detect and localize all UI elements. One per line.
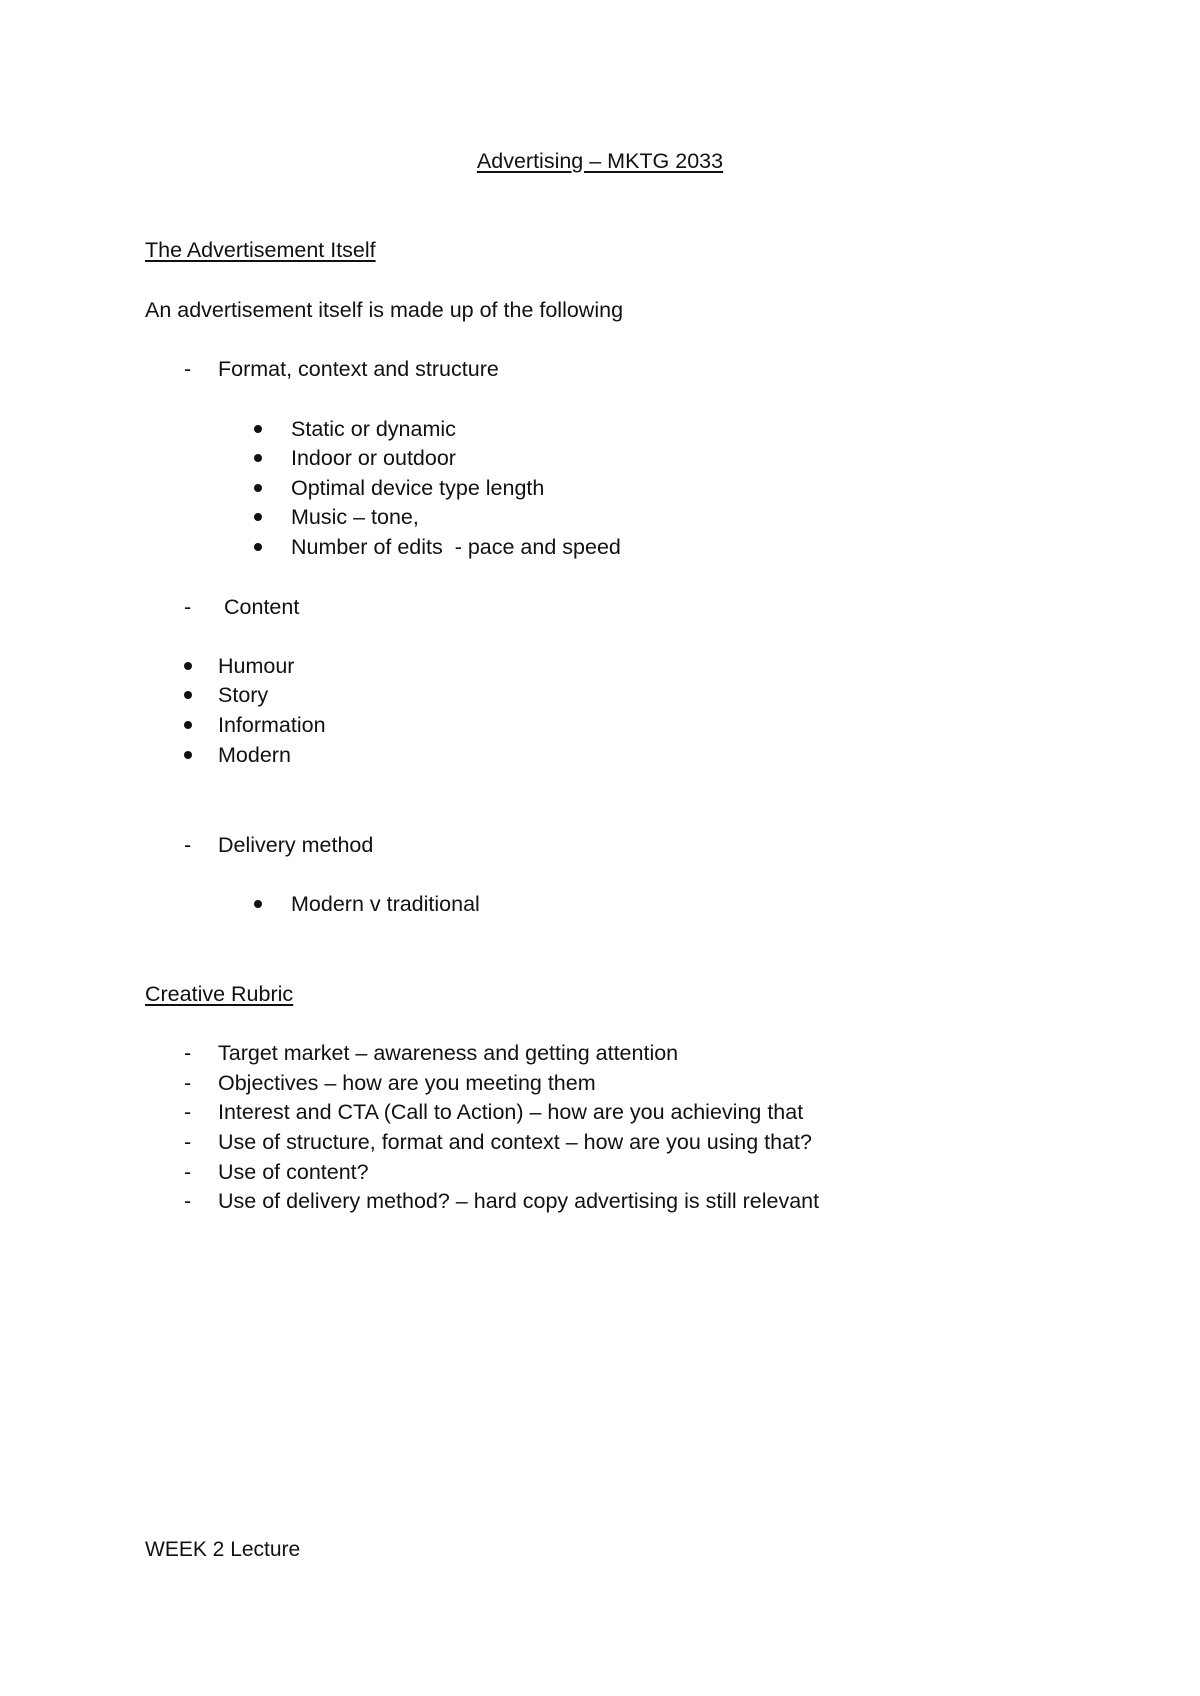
intro-text: An advertisement itself is made up of the following bbox=[145, 298, 624, 322]
bullet-icon bbox=[254, 484, 262, 492]
document-title: Advertising – MKTG 2033 bbox=[476, 149, 724, 173]
bullet-icon bbox=[254, 543, 262, 551]
list-item: Use of content? bbox=[218, 1160, 369, 1184]
list-item: Target market – awareness and getting attention bbox=[218, 1041, 679, 1065]
list-item: Humour bbox=[218, 654, 295, 678]
bullet-icon bbox=[184, 662, 192, 670]
list-item: Static or dynamic bbox=[291, 417, 456, 441]
dash-marker: - bbox=[184, 1100, 192, 1124]
bullet-icon bbox=[254, 900, 262, 908]
list-item: Story bbox=[218, 683, 269, 707]
list-item: Optimal device type length bbox=[291, 476, 545, 500]
dash-marker: - bbox=[184, 1160, 192, 1184]
page-footer: WEEK 2 Lecture bbox=[145, 1538, 301, 1561]
list-item: Indoor or outdoor bbox=[291, 446, 456, 470]
dash-marker: - bbox=[184, 833, 192, 857]
dash-marker: - bbox=[184, 357, 192, 381]
bullet-icon bbox=[184, 751, 192, 759]
dash-marker: - bbox=[184, 1189, 192, 1213]
list-item: Objectives – how are you meeting them bbox=[218, 1071, 596, 1095]
dash-marker: - bbox=[184, 1130, 192, 1154]
list-item: Music – tone, bbox=[291, 505, 419, 529]
bullet-icon bbox=[254, 425, 262, 433]
list-item: Modern bbox=[218, 743, 291, 767]
list-item: Use of delivery method? – hard copy advertising is still relevant bbox=[218, 1189, 820, 1213]
bullet-icon bbox=[184, 691, 192, 699]
dash-marker: - bbox=[184, 1041, 192, 1065]
list-item-format-label: Format, context and structure bbox=[218, 357, 499, 381]
section-heading-creative-rubric: Creative Rubric bbox=[145, 982, 294, 1006]
list-item: Modern v traditional bbox=[291, 892, 480, 916]
dash-marker: - bbox=[184, 1071, 192, 1095]
list-item: Use of structure, format and context – how are you using that? bbox=[218, 1130, 812, 1154]
bullet-icon bbox=[184, 721, 192, 729]
bullet-icon bbox=[254, 454, 262, 462]
section-heading-advertisement: The Advertisement Itself bbox=[145, 238, 376, 262]
dash-marker: - bbox=[184, 595, 192, 619]
list-item-content-label: Content bbox=[224, 595, 300, 619]
list-item: Number of edits - pace and speed bbox=[291, 535, 621, 559]
list-item: Information bbox=[218, 713, 326, 737]
bullet-icon bbox=[254, 513, 262, 521]
list-item: Interest and CTA (Call to Action) – how are you achieving that bbox=[218, 1100, 804, 1124]
list-item-delivery-label: Delivery method bbox=[218, 833, 374, 857]
